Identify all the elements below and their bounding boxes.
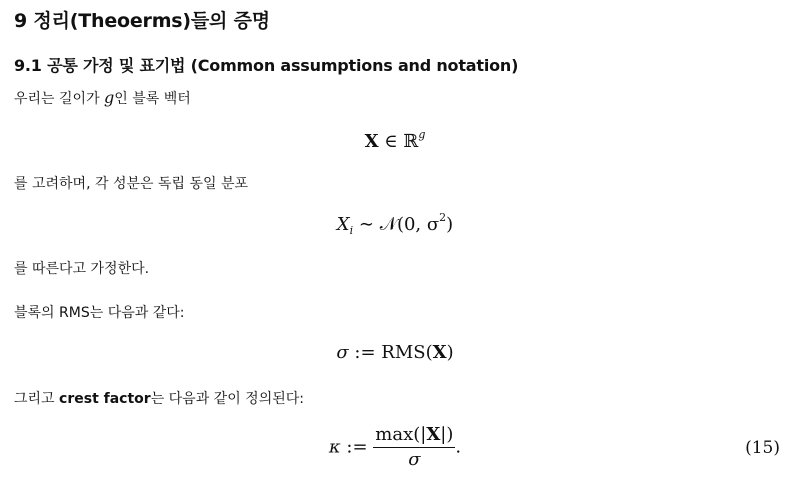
eq2-N: 𝒩 xyxy=(379,214,397,235)
eq1-in: ∈ xyxy=(378,131,404,152)
paragraph-5 xyxy=(14,388,304,408)
equation-vector-in-R xyxy=(0,128,790,152)
eq2-close: ) xyxy=(446,214,454,235)
equation-crest-factor xyxy=(0,424,790,470)
paragraph-3: 를 따른다고 가정한다. xyxy=(14,261,150,277)
eq1-X: X xyxy=(364,131,379,152)
paragraph-1-text-b: 인 블록 벡터 xyxy=(114,91,191,107)
eq2-args: (0, σ xyxy=(396,214,440,235)
eq2-sup: 2 xyxy=(439,211,447,224)
eq2-X: X xyxy=(336,214,350,235)
equation-number: (15) xyxy=(745,438,780,458)
eq1-R: ℝ xyxy=(403,131,419,152)
eq2-sub: i xyxy=(349,224,354,237)
eq4-fraction xyxy=(373,424,455,470)
paragraph-2: 를 고려하며, 각 성분은 독립 동일 분포 xyxy=(14,176,249,192)
equation-iid-normal xyxy=(0,211,790,237)
section-heading: 9 정리(Theoerms)들의 증명 xyxy=(14,10,270,32)
eq4-numerator xyxy=(373,424,455,448)
eq4-num-X: X xyxy=(426,424,441,445)
crest-factor-term: crest factor xyxy=(59,391,151,407)
var-g: g xyxy=(104,88,115,107)
eq3-sigma: σ xyxy=(336,342,349,363)
eq4-dot: . xyxy=(455,436,462,458)
eq1-sup: g xyxy=(418,128,426,141)
paragraph-1-text-a: 우리는 길이가 xyxy=(14,91,105,107)
eq3-close: ) xyxy=(446,342,454,363)
eq4-num-post: |) xyxy=(440,424,454,445)
eq3-X: X xyxy=(432,342,447,363)
eq3-def: := RMS( xyxy=(348,342,433,363)
paragraph-5-text-b: 는 다음과 같이 정의된다: xyxy=(150,391,304,407)
eq4-denominator: σ xyxy=(408,449,421,470)
eq2-sim: ∼ xyxy=(353,214,380,235)
subsection-heading: 9.1 공통 가정 및 표기법 (Common assumptions and notation) xyxy=(14,56,519,75)
eq4-kappa: κ xyxy=(328,436,341,458)
paragraph-5-text-a: 그리고 xyxy=(14,391,60,407)
equation-rms xyxy=(0,342,790,363)
eq4-def: := xyxy=(340,436,374,458)
paragraph-1 xyxy=(14,88,191,108)
paragraph-4: 블록의 RMS는 다음과 같다: xyxy=(14,305,185,321)
eq4-num-pre: max(| xyxy=(375,424,427,445)
